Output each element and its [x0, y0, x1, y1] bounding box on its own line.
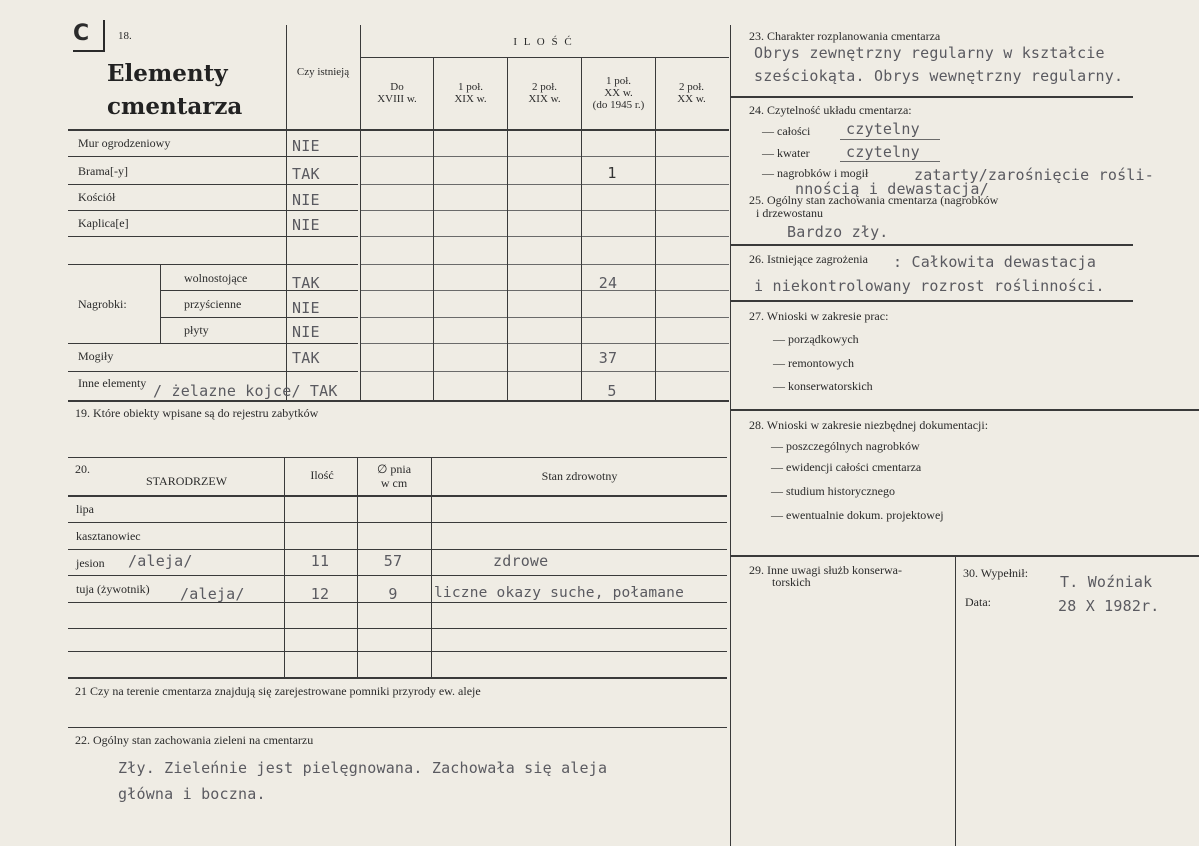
exists-value: TAK: [292, 165, 320, 183]
quantity-value: 5: [607, 382, 617, 400]
section-29-label: torskich: [772, 575, 811, 589]
section-29-label: 29. Inne uwagi służb konserwa-: [749, 563, 902, 577]
date-value: 28 X 1982r.: [1058, 597, 1160, 615]
col-period-header: 1 poł. XIX w.: [454, 81, 487, 105]
col-diameter-unit: w cm: [380, 476, 408, 490]
row-label: Mur ogrodzeniowy: [78, 136, 171, 150]
col-tree-name-header: STARODRZEW: [146, 474, 228, 488]
section-30-label: 30. Wypełnił:: [963, 566, 1029, 580]
col-period-header: 2 poł. XX w.: [677, 81, 706, 105]
work-item: — konserwatorskich: [773, 379, 873, 393]
col-exists-header: Czy istnieją: [296, 66, 350, 78]
section-23-text: Obrys zewnętrzny regularny w kształcie: [754, 44, 1105, 62]
tree-label: jesion: [76, 556, 105, 570]
section-25-label: i drzewostanu: [756, 206, 823, 220]
col-period-header: 2 poł. XIX w.: [528, 81, 561, 105]
row-label: Nagrobki:: [78, 297, 127, 311]
row-sublabel: płyty: [184, 323, 209, 337]
section-number: 18.: [118, 30, 132, 42]
section-letter: C: [73, 20, 105, 52]
tree-count: 11: [310, 552, 330, 570]
legibility-value: zatarty/zarośnięcie rośli-: [914, 166, 1154, 184]
exists-value: TAK: [292, 274, 320, 292]
quantity-value: 24: [598, 274, 618, 292]
section-22-text: główna i boczna.: [118, 785, 266, 803]
typed-value: / żelazne kojce/ TAK: [153, 382, 338, 400]
doc-item: — ewentualnie dokum. projektowej: [771, 508, 944, 522]
quantity-value: 37: [598, 349, 618, 367]
col-period-header: Do XVIII w.: [377, 81, 417, 105]
col-period-header: 1 poł. XX w. (do 1945 r.): [592, 75, 645, 111]
section-20-number: 20.: [75, 462, 90, 476]
row-label: Kościół: [78, 190, 116, 204]
section-25-label: 25. Ogólny stan zachowania cmentarza (nagrobków: [749, 193, 999, 207]
row-sublabel: przyścienne: [184, 297, 242, 311]
legibility-value: czytelny: [846, 120, 920, 138]
tree-health: liczne okazy suche, połamane: [434, 585, 685, 601]
filled-by-name: T. Woźniak: [1060, 573, 1153, 591]
exists-value: TAK: [292, 349, 320, 367]
doc-item: — ewidencji całości cmentarza: [771, 460, 922, 474]
exists-value: NIE: [292, 137, 320, 155]
section-25-value: Bardzo zły.: [787, 223, 889, 241]
tree-diameter: 9: [388, 585, 398, 603]
doc-item: — studium historycznego: [771, 484, 895, 498]
legibility-key: — całości: [762, 124, 811, 138]
row-label: Brama[-y]: [78, 164, 128, 178]
section-24-label: 24. Czytelność układu cmentarza:: [749, 103, 912, 117]
doc-item: — poszczególnych nagrobków: [771, 439, 920, 453]
row-sublabel: wolnostojące: [184, 271, 248, 285]
section-23-text: sześciokąta. Obrys wewnętrzny regularny.: [754, 67, 1124, 85]
tree-label: lipa: [76, 502, 94, 516]
section-21-label: 21 Czy na terenie cmentarza znajdują się zarejestrowane pomniki przyrody ew. aleje: [75, 684, 481, 698]
section-27-label: 27. Wnioski w zakresie prac:: [749, 309, 889, 323]
tree-label: kasztanowiec: [76, 529, 141, 543]
quantity-value: 1: [607, 164, 617, 182]
col-diameter-header: ∅ pnia: [376, 462, 412, 476]
section-26-text: i niekontrolowany rozrost roślinności.: [754, 277, 1105, 295]
tree-count: 12: [310, 585, 330, 603]
exists-value: NIE: [292, 191, 320, 209]
section-23-label: 23. Charakter rozplanowania cmentarza: [749, 29, 941, 43]
section-22-text: Zły. Zieleńnie jest pielęgnowana. Zachowała się aleja: [118, 759, 608, 777]
legibility-value: nnością i dewastacja/: [795, 180, 989, 198]
tree-label: tuja (żywotnik): [76, 582, 150, 596]
col-quantity-header: I L O Ś Ć: [513, 36, 574, 48]
col-count-header: Ilość: [310, 468, 334, 482]
date-label: Data:: [965, 595, 991, 609]
legibility-key: — nagrobków i mogił: [762, 166, 869, 180]
tree-diameter: 57: [383, 552, 403, 570]
col-health-header: Stan zdrowotny: [541, 469, 618, 483]
row-label: Kaplica[e]: [78, 216, 129, 230]
page-title-line2: cmentarza: [107, 93, 243, 120]
tree-typed: /aleja/: [180, 585, 245, 603]
row-label: Inne elementy: [78, 376, 147, 390]
section-28-label: 28. Wnioski w zakresie niezbędnej dokumentacji:: [749, 418, 989, 432]
legibility-key: — kwater: [762, 146, 810, 160]
tree-typed: /aleja/: [128, 552, 193, 570]
section-22-label: 22. Ogólny stan zachowania zieleni na cmentarzu: [75, 733, 314, 747]
legibility-value: czytelny: [846, 143, 920, 161]
exists-value: NIE: [292, 216, 320, 234]
tree-health: zdrowe: [493, 552, 549, 570]
section-26-label: 26. Istniejące zagrożenia: [749, 252, 868, 266]
section-19-label: 19. Które obiekty wpisane są do rejestru zabytków: [75, 406, 319, 420]
page-title-line1: Elementy: [107, 60, 228, 87]
section-26-text: : Całkowita dewastacja: [893, 253, 1097, 271]
work-item: — porządkowych: [773, 332, 859, 346]
work-item: — remontowych: [773, 356, 854, 370]
exists-value: NIE: [292, 323, 320, 341]
row-label: Mogiły: [78, 349, 114, 363]
exists-value: NIE: [292, 299, 320, 317]
